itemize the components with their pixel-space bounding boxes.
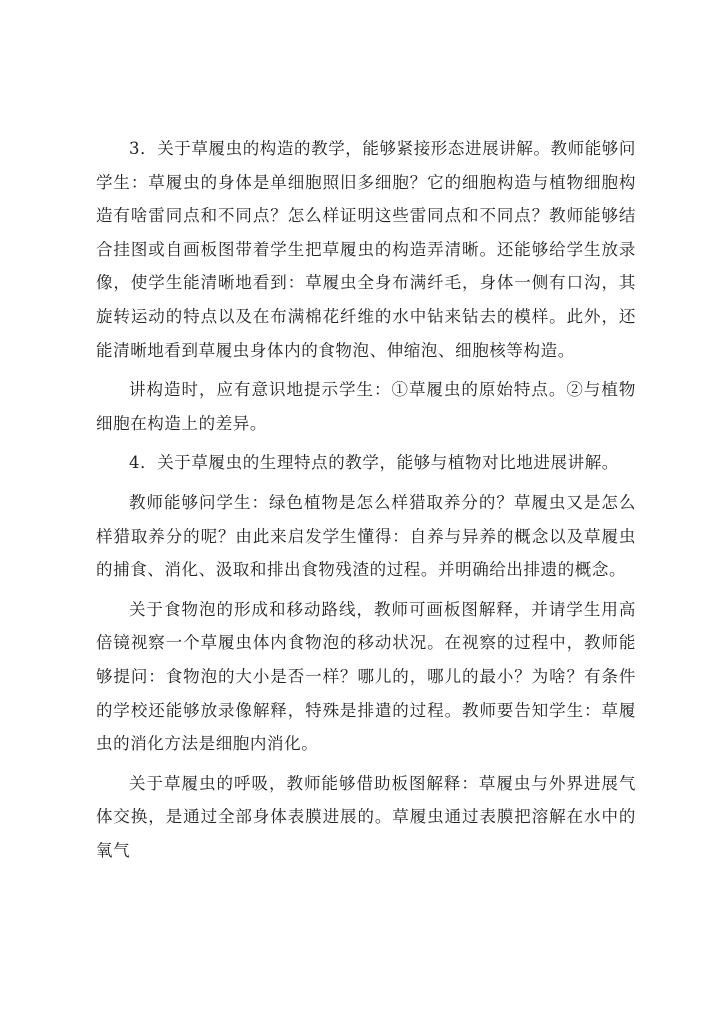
paragraph-nutrition: 教师能够问学生：绿色植物是怎么样猎取养分的？草履虫又是怎么样猎取养分的呢？由此来启发学生懂得：自养与异养的概念以及草履虫的捕食、消化、汲取和排出食物残渣的过程。并明确给出排遗的概念。 (96, 492, 636, 580)
paragraph-physiology-heading: 4．关于草履虫的生理特点的教学，能够与植物对比地进展讲解。 (129, 453, 619, 473)
paragraph-structure-teaching: 3．关于草履虫的构造的教学，能够紧接形态进展讲解。教师能够问学生：草履虫的身体是单细胞照旧多细胞？它的细胞构造与植物细胞构造有啥雷同点和不同点？怎么样证明这些雷同点和不同点？教师能够结合挂图或自画板图带着学生把草履虫的构造弄清晰。还能够给学生放录像，使学生能清晰地看到：草履虫全身布满纤毛，身体一侧有口沟，其旋转运动的特点以及在布满棉花纤维的水中钻来钻去的模样。此外，还能清晰地看到草履虫身体内的食物泡、伸缩泡、细胞核等构造。 (96, 139, 636, 360)
paragraph-structure-hints: 讲构造时，应有意识地提示学生：①草履虫的原始特点。②与植物细胞在构造上的差异。 (96, 380, 636, 433)
document-body (96, 132, 636, 867)
paragraph-food-vacuole: 关于食物泡的形成和移动路线，教师可画板图解释，并请学生用高倍镜视察一个草履虫体内食物泡的移动状况。在视察的过程中，教师能够提问：食物泡的大小是否一样？哪儿的，哪儿的最小？为啥？有条件的学校还能够放录像解释，特殊是排遣的过程。教师要告知学生：草履虫的消化方法是细胞内消化。 (96, 599, 636, 754)
paragraph-respiration: 关于草履虫的呼吸，教师能够借助板图解释：草履虫与外界进展气体交换，是通过全部身体表膜进展的。草履虫通过表膜把溶解在水中的氧气 (96, 773, 636, 860)
